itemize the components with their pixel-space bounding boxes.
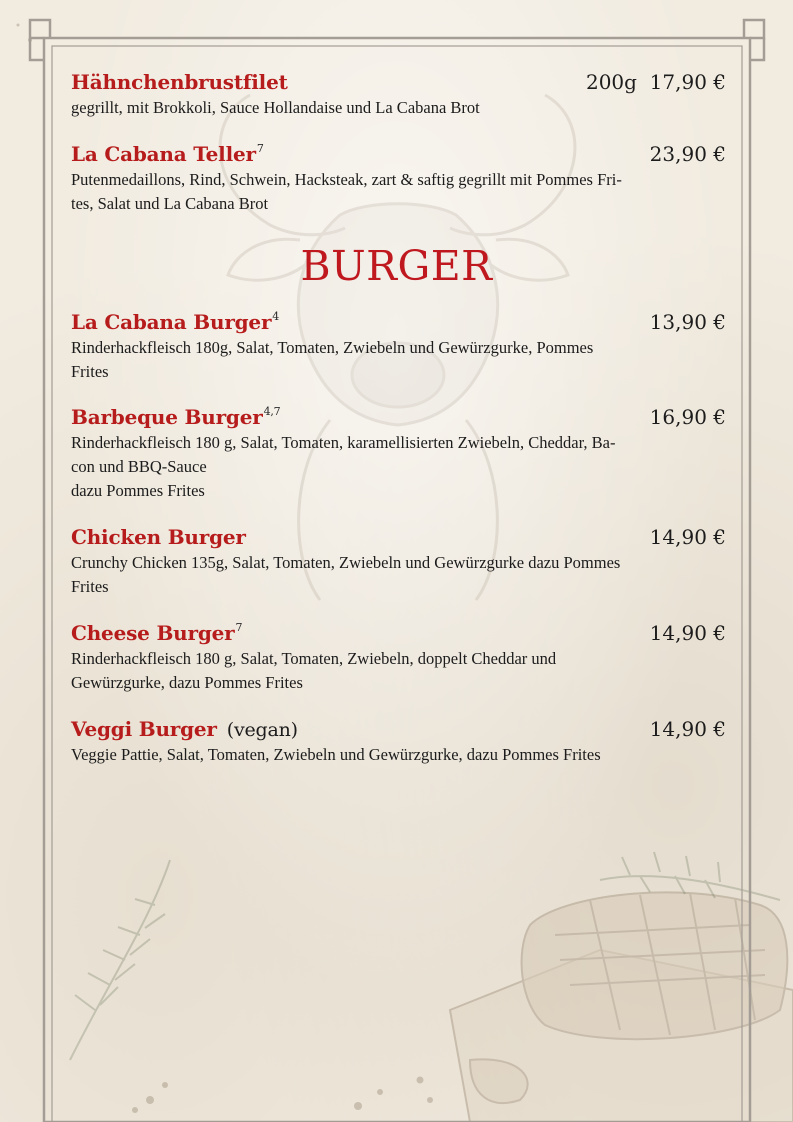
desc-line: Rinderhackfleisch 180g, Salat, Tomaten, Zwiebeln und Gewürzgurke, Pommes — [71, 338, 594, 357]
item-description — [71, 168, 726, 216]
allergen-note: 7 — [235, 621, 243, 634]
menu-item-la-cabana-burger — [71, 310, 726, 384]
item-description — [71, 336, 726, 384]
item-price: 14,90 € — [649, 621, 726, 645]
desc-line: Crunchy Chicken 135g, Salat, Tomaten, Zwiebeln und Gewürzgurke dazu Pommes — [71, 553, 621, 572]
item-name: Barbeque Burger$^{4,7}$ — [71, 405, 281, 429]
menu-item-chicken-burger — [71, 525, 726, 599]
desc-line: Putenmedaillons, Rind, Schwein, Hacksteak, zart & saftig gegrillt mit Pommes Fri- — [71, 170, 622, 189]
item-price: 13,90 € — [649, 310, 726, 334]
allergen-note: 4 — [272, 310, 280, 323]
menu-item-cheese-burger — [71, 621, 726, 695]
item-description — [71, 647, 726, 695]
desc-line: Rinderhackfleisch 180 g, Salat, Tomaten, Zwiebeln, doppelt Cheddar und — [71, 649, 557, 668]
item-name: La Cabana Teller$^7$ — [71, 142, 264, 166]
section-title: BURGER — [300, 242, 493, 290]
item-price: 16,90 € — [649, 405, 726, 429]
menu-item-barbeque-burger — [71, 405, 726, 503]
allergen-note: 7 — [256, 142, 264, 155]
desc-line: Gewürzgurke, dazu Pommes Frites — [71, 673, 303, 692]
item-note: (vegan) — [226, 719, 298, 741]
desc-line: gegrillt, mit Brokkoli, Sauce Hollandaise und La Cabana Brot — [71, 98, 480, 117]
item-name: La Cabana Burger$^4$ — [71, 310, 280, 334]
item-description — [71, 551, 726, 599]
desc-line: con und BBQ-Sauce — [71, 457, 207, 476]
item-description — [71, 96, 726, 120]
allergen-note: 4,7 — [263, 405, 281, 418]
desc-line: Frites — [71, 362, 109, 381]
menu-item-haehnchenbrustfilet — [71, 70, 726, 120]
desc-line: Veggie Pattie, Salat, Tomaten, Zwiebeln und Gewürzgurke, dazu Pommes Frites — [71, 745, 601, 764]
desc-line: tes, Salat und La Cabana Brot — [71, 194, 269, 213]
item-name: Veggi Burger (vegan) — [71, 717, 298, 741]
desc-line: Frites — [71, 577, 109, 596]
item-name: Cheese Burger$^7$ — [71, 621, 243, 645]
item-price: 14,90 € — [649, 717, 726, 741]
item-price: 23,90 € — [649, 142, 726, 166]
item-name: Hähnchenbrustfilet — [71, 70, 288, 94]
item-description — [71, 431, 726, 503]
item-name: Chicken Burger — [71, 525, 246, 549]
desc-line: dazu Pommes Frites — [71, 481, 205, 500]
item-price: 14,90 € — [649, 525, 726, 549]
item-price: 200g 17,90 € — [585, 70, 726, 94]
menu-item-veggi-burger — [71, 717, 726, 767]
item-description — [71, 743, 726, 767]
menu-item-la-cabana-teller — [71, 142, 726, 216]
desc-line: Rinderhackfleisch 180 g, Salat, Tomaten, karamellisierten Zwiebeln, Cheddar, Ba- — [71, 433, 616, 452]
